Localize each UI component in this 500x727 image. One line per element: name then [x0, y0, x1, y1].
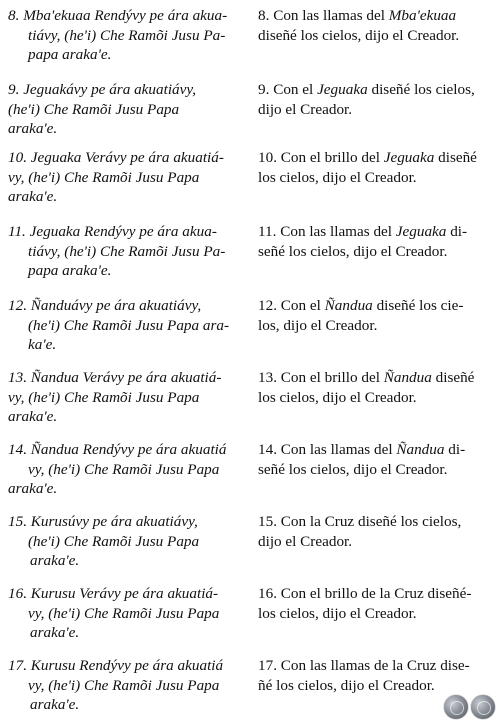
- guarani-verse: [8, 222, 238, 281]
- verse-row: [0, 656, 500, 726]
- guarani-line: 10. Jeguaka Verávy pe ára akuatiá-: [8, 149, 224, 166]
- spanish-text: diseñé los cielos,: [367, 81, 475, 98]
- guarani-verse: [8, 80, 238, 139]
- spanish-verse: [258, 296, 488, 335]
- emphasized-term: Mba'ekuaa: [388, 7, 457, 24]
- spanish-line: [258, 604, 488, 624]
- guarani-line: araka'e.: [30, 552, 80, 570]
- spanish-line: [258, 6, 488, 26]
- guarani-line: vy, (he'i) Che Ramõi Jusu Papa: [8, 168, 200, 186]
- guarani-line: araka'e.: [8, 408, 58, 426]
- spanish-verse: [258, 80, 488, 119]
- guarani-line: 13. Ñandua Verávy pe ára akuatiá-: [8, 369, 222, 386]
- spanish-text: 10. Con el brillo del: [258, 149, 384, 166]
- spanish-text: 14. Con las llamas del: [258, 441, 397, 458]
- guarani-line: 8. Mba'ekuaa Rendývy pe ára akua-: [8, 7, 228, 24]
- spanish-text: 16. Con el brillo de la Cruz diseñé-: [258, 585, 472, 602]
- spanish-text: los, dijo el Creador.: [258, 316, 378, 334]
- guarani-line: 9. Jeguakávy pe ára akuatiávy,: [8, 81, 197, 98]
- watermark-logo: [444, 695, 496, 723]
- guarani-verse: [8, 584, 238, 643]
- spanish-verse: [258, 148, 488, 187]
- verse-row: [0, 584, 500, 654]
- guarani-line: (he'i) Che Ramõi Jusu Papa ara-: [28, 316, 230, 334]
- spanish-line: [258, 440, 488, 460]
- guarani-line: araka'e.: [30, 696, 80, 714]
- spanish-line: [258, 148, 488, 168]
- guarani-line: tiávy, (he'i) Che Ramõi Jusu Pa-: [28, 242, 226, 260]
- spanish-line: [258, 676, 488, 696]
- spanish-text: 13. Con el brillo del: [258, 369, 384, 386]
- spanish-text: diseñé los cielos, dijo el Creador.: [258, 26, 460, 44]
- guarani-verse: [8, 6, 238, 65]
- guarani-line: araka'e.: [8, 188, 58, 206]
- spanish-text: diseñé los cie-: [372, 297, 464, 314]
- emphasized-term: Jeguaka: [317, 81, 368, 98]
- spanish-text: 11. Con las llamas del: [258, 223, 396, 240]
- emphasized-term: Ñandua: [324, 297, 373, 314]
- spanish-text: 9. Con el: [258, 81, 318, 98]
- guarani-line: tiávy, (he'i) Che Ramõi Jusu Pa-: [28, 26, 226, 44]
- spanish-text: señé los cielos, dijo el Creador.: [258, 242, 448, 260]
- spanish-text: ñé los cielos, dijo el Creador.: [258, 676, 435, 694]
- guarani-verse: [8, 148, 238, 207]
- guarani-line: (he'i) Che Ramõi Jusu Papa: [8, 100, 180, 118]
- spanish-text: los cielos, dijo el Creador.: [258, 388, 417, 406]
- emphasized-term: Jeguaka: [383, 149, 435, 166]
- spanish-line: [258, 368, 488, 388]
- guarani-line: 15. Kurusúvy pe ára akuatiávy,: [8, 513, 198, 530]
- verse-row: [0, 368, 500, 438]
- guarani-line: (he'i) Che Ramõi Jusu Papa: [28, 532, 200, 550]
- guarani-line: vy, (he'i) Che Ramõi Jusu Papa: [8, 388, 200, 406]
- spanish-line: [258, 512, 488, 532]
- guarani-verse: [8, 656, 238, 715]
- spanish-line: [258, 296, 488, 316]
- spanish-text: di-: [444, 441, 466, 458]
- spanish-verse: [258, 440, 488, 479]
- spanish-text: dijo el Creador.: [258, 100, 353, 118]
- emphasized-term: Jeguaka: [395, 223, 447, 240]
- spanish-line: [258, 584, 488, 604]
- verse-row: [0, 148, 500, 218]
- guarani-verse: [8, 512, 238, 571]
- guarani-verse: [8, 296, 238, 355]
- spanish-verse: [258, 584, 488, 623]
- spanish-line: [258, 532, 488, 552]
- guarani-line: papa araka'e.: [28, 46, 112, 64]
- spanish-text: diseñé: [431, 369, 475, 386]
- guarani-line: araka'e.: [8, 480, 58, 498]
- spanish-text: diseñé: [434, 149, 477, 166]
- spanish-line: [258, 242, 488, 262]
- verse-row: [0, 222, 500, 292]
- guarani-verse: [8, 440, 238, 499]
- spanish-text: los cielos, dijo el Creador.: [258, 604, 417, 622]
- guarani-line: 14. Ñandua Rendývy pe ára akuatiá: [8, 441, 227, 458]
- guarani-line: ka'e.: [28, 336, 57, 354]
- guarani-verse: [8, 368, 238, 427]
- spanish-verse: [258, 656, 488, 695]
- verse-row: [0, 296, 500, 366]
- spanish-text: señé los cielos, dijo el Creador.: [258, 460, 448, 478]
- verse-row: [0, 6, 500, 76]
- spanish-text: 12. Con el: [258, 297, 325, 314]
- guarani-line: araka'e.: [30, 624, 80, 642]
- spanish-text: 8. Con las llamas del: [258, 7, 389, 24]
- guarani-line: vy, (he'i) Che Ramõi Jusu Papa: [28, 676, 220, 694]
- spanish-text: dijo el Creador.: [258, 532, 353, 550]
- spanish-text: 15. Con la Cruz diseñé los cielos,: [258, 513, 462, 530]
- guarani-line: 11. Jeguaka Rendývy pe ára akua-: [8, 223, 217, 240]
- verse-row: [0, 80, 500, 150]
- guarani-line: 17. Kurusu Rendývy pe ára akuatiá: [8, 657, 224, 674]
- guarani-line: 12. Ñanduávy pe ára akuatiávy,: [8, 297, 202, 314]
- spanish-verse: [258, 512, 488, 551]
- spanish-line: [258, 100, 488, 120]
- spanish-line: [258, 656, 488, 676]
- guarani-line: 16. Kurusu Verávy pe ára akuatiá-: [8, 585, 219, 602]
- spanish-text: los cielos, dijo el Creador.: [258, 168, 417, 186]
- spanish-line: [258, 316, 488, 336]
- spanish-line: [258, 388, 488, 408]
- guarani-line: vy, (he'i) Che Ramõi Jusu Papa: [28, 460, 220, 478]
- spanish-text: di-: [446, 223, 468, 240]
- spanish-text: 17. Con las llamas de la Cruz dise-: [258, 657, 470, 674]
- emphasized-term: Ñandua: [396, 441, 445, 458]
- guarani-line: araka'e.: [8, 120, 58, 138]
- emphasized-term: Ñandua: [383, 369, 432, 386]
- verse-row: [0, 512, 500, 582]
- spanish-verse: [258, 6, 488, 45]
- watermark-circle-icon: [444, 695, 468, 719]
- guarani-line: papa araka'e.: [28, 262, 112, 280]
- spanish-line: [258, 26, 488, 46]
- watermark-circle-icon: [471, 695, 495, 719]
- spanish-verse: [258, 222, 488, 261]
- spanish-line: [258, 222, 488, 242]
- guarani-line: vy, (he'i) Che Ramõi Jusu Papa: [28, 604, 220, 622]
- spanish-line: [258, 80, 488, 100]
- spanish-verse: [258, 368, 488, 407]
- spanish-line: [258, 460, 488, 480]
- spanish-line: [258, 168, 488, 188]
- verse-row: [0, 440, 500, 510]
